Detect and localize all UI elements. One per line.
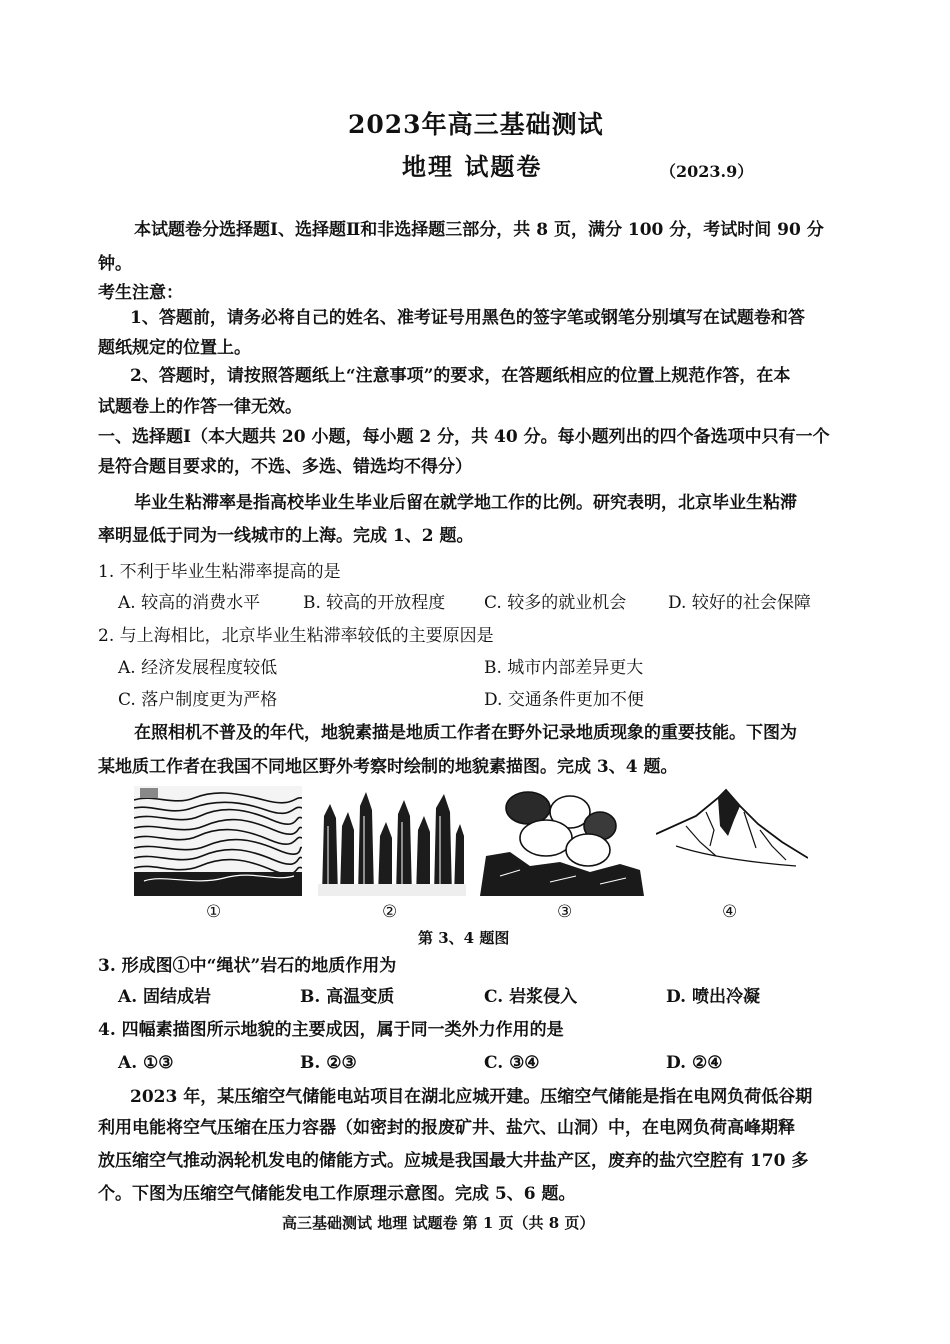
- sketch-figure-2: [318, 786, 466, 896]
- notice-item-2-line-1: 2、答题时，请按照答题纸上“注意事项”的要求，在答题纸相应的位置上规范作答，在本: [130, 366, 791, 386]
- passage-2-line-2: 某地质工作者在我国不同地区野外考察时绘制的地貌素描图。完成 3、4 题。: [98, 757, 678, 777]
- section-1-line-2: 是符合题目要求的，不选、多选、错选均不得分）: [98, 457, 472, 477]
- question-3-option-b: B. 高温变质: [300, 987, 395, 1007]
- section-1-line-1: 一、选择题Ⅰ（本大题共 20 小题，每小题 2 分，共 40 分。每小题列出的四个备选项中只有一个: [98, 427, 830, 447]
- question-1-option-a: A. 较高的消费水平: [118, 593, 261, 613]
- question-1-stem: 1. 不利于毕业生粘滞率提高的是: [98, 562, 341, 582]
- passage-3-line-3: 放压缩空气推动涡轮机发电的储能方式。应城是我国最大井盐产区，废弃的盐穴空腔有 170 多: [98, 1151, 809, 1171]
- intro-line-2: 钟。: [98, 254, 132, 274]
- question-1-option-d: D. 较好的社会保障: [668, 593, 811, 613]
- notice-item-1-line-2: 题纸规定的位置上。: [98, 338, 251, 358]
- question-3-option-d: D. 喷出冷凝: [666, 987, 760, 1007]
- question-4-option-d: D. ②④: [666, 1053, 723, 1073]
- exam-date: （2023.9）: [660, 162, 754, 181]
- question-4-stem: 4. 四幅素描图所示地貌的主要成因，属于同一类外力作用的是: [98, 1020, 564, 1040]
- sketch-figure-1: [134, 786, 302, 896]
- passage-2-line-1: 在照相机不普及的年代，地貌素描是地质工作者在野外记录地质现象的重要技能。下图为: [134, 723, 797, 743]
- page-title: 2023年高三基础测试: [348, 110, 604, 139]
- question-2-option-c: C. 落户制度更为严格: [118, 690, 278, 710]
- figure-label-3: ③: [557, 902, 573, 922]
- figure-label-1: ①: [206, 902, 222, 922]
- question-4-option-a: A. ①③: [118, 1053, 174, 1073]
- question-3-option-a: A. 固结成岩: [118, 987, 212, 1007]
- passage-1-line-2: 率明显低于同为一线城市的上海。完成 1、2 题。: [98, 526, 474, 546]
- intro-line-1: 本试题卷分选择题Ⅰ、选择题Ⅱ和非选择题三部分，共 8 页，满分 100 分，考试时间 90 分: [134, 220, 824, 240]
- passage-1-line-1: 毕业生粘滞率是指高校毕业生毕业后留在就学地工作的比例。研究表明，北京毕业生粘滞: [134, 493, 797, 513]
- question-2-option-a: A. 经济发展程度较低: [118, 658, 278, 678]
- page-subtitle: 地理 试题卷: [402, 152, 543, 181]
- passage-3-line-2: 利用电能将空气压缩在压力容器（如密封的报废矿井、盐穴、山洞）中，在电网负荷高峰期释: [98, 1118, 795, 1138]
- sketch-figure-4: [656, 786, 808, 896]
- question-1-option-b: B. 较高的开放程度: [303, 593, 446, 613]
- question-3-stem: 3. 形成图①中“绳状”岩石的地质作用为: [98, 956, 397, 976]
- question-4-option-c: C. ③④: [484, 1053, 540, 1073]
- question-3-option-c: C. 岩浆侵入: [484, 987, 578, 1007]
- figure-caption: 第 3、4 题图: [418, 929, 510, 947]
- notice-item-1-line-1: 1、答题前，请务必将自己的姓名、准考证号用黑色的签字笔或钢笔分别填写在试题卷和答: [130, 308, 805, 328]
- figure-label-2: ②: [382, 902, 398, 922]
- page-footer: 高三基础测试 地理 试题卷 第 1 页（共 8 页）: [282, 1214, 595, 1232]
- figure-label-4: ④: [722, 902, 738, 922]
- question-4-option-b: B. ②③: [300, 1053, 357, 1073]
- sketch-figure-3: [480, 786, 644, 896]
- question-2-option-d: D. 交通条件更加不便: [484, 690, 644, 710]
- notice-item-2-line-2: 试题卷上的作答一律无效。: [98, 397, 302, 417]
- notice-heading: 考生注意：: [98, 283, 183, 303]
- question-2-stem: 2. 与上海相比，北京毕业生粘滞率较低的主要原因是: [98, 626, 494, 646]
- passage-3-line-1: 2023 年，某压缩空气储能电站项目在湖北应城开建。压缩空气储能是指在电网负荷低谷期: [130, 1087, 813, 1107]
- passage-3-line-4: 个。下图为压缩空气储能发电工作原理示意图。完成 5、6 题。: [98, 1184, 576, 1204]
- question-1-option-c: C. 较多的就业机会: [484, 593, 627, 613]
- question-2-option-b: B. 城市内部差异更大: [484, 658, 644, 678]
